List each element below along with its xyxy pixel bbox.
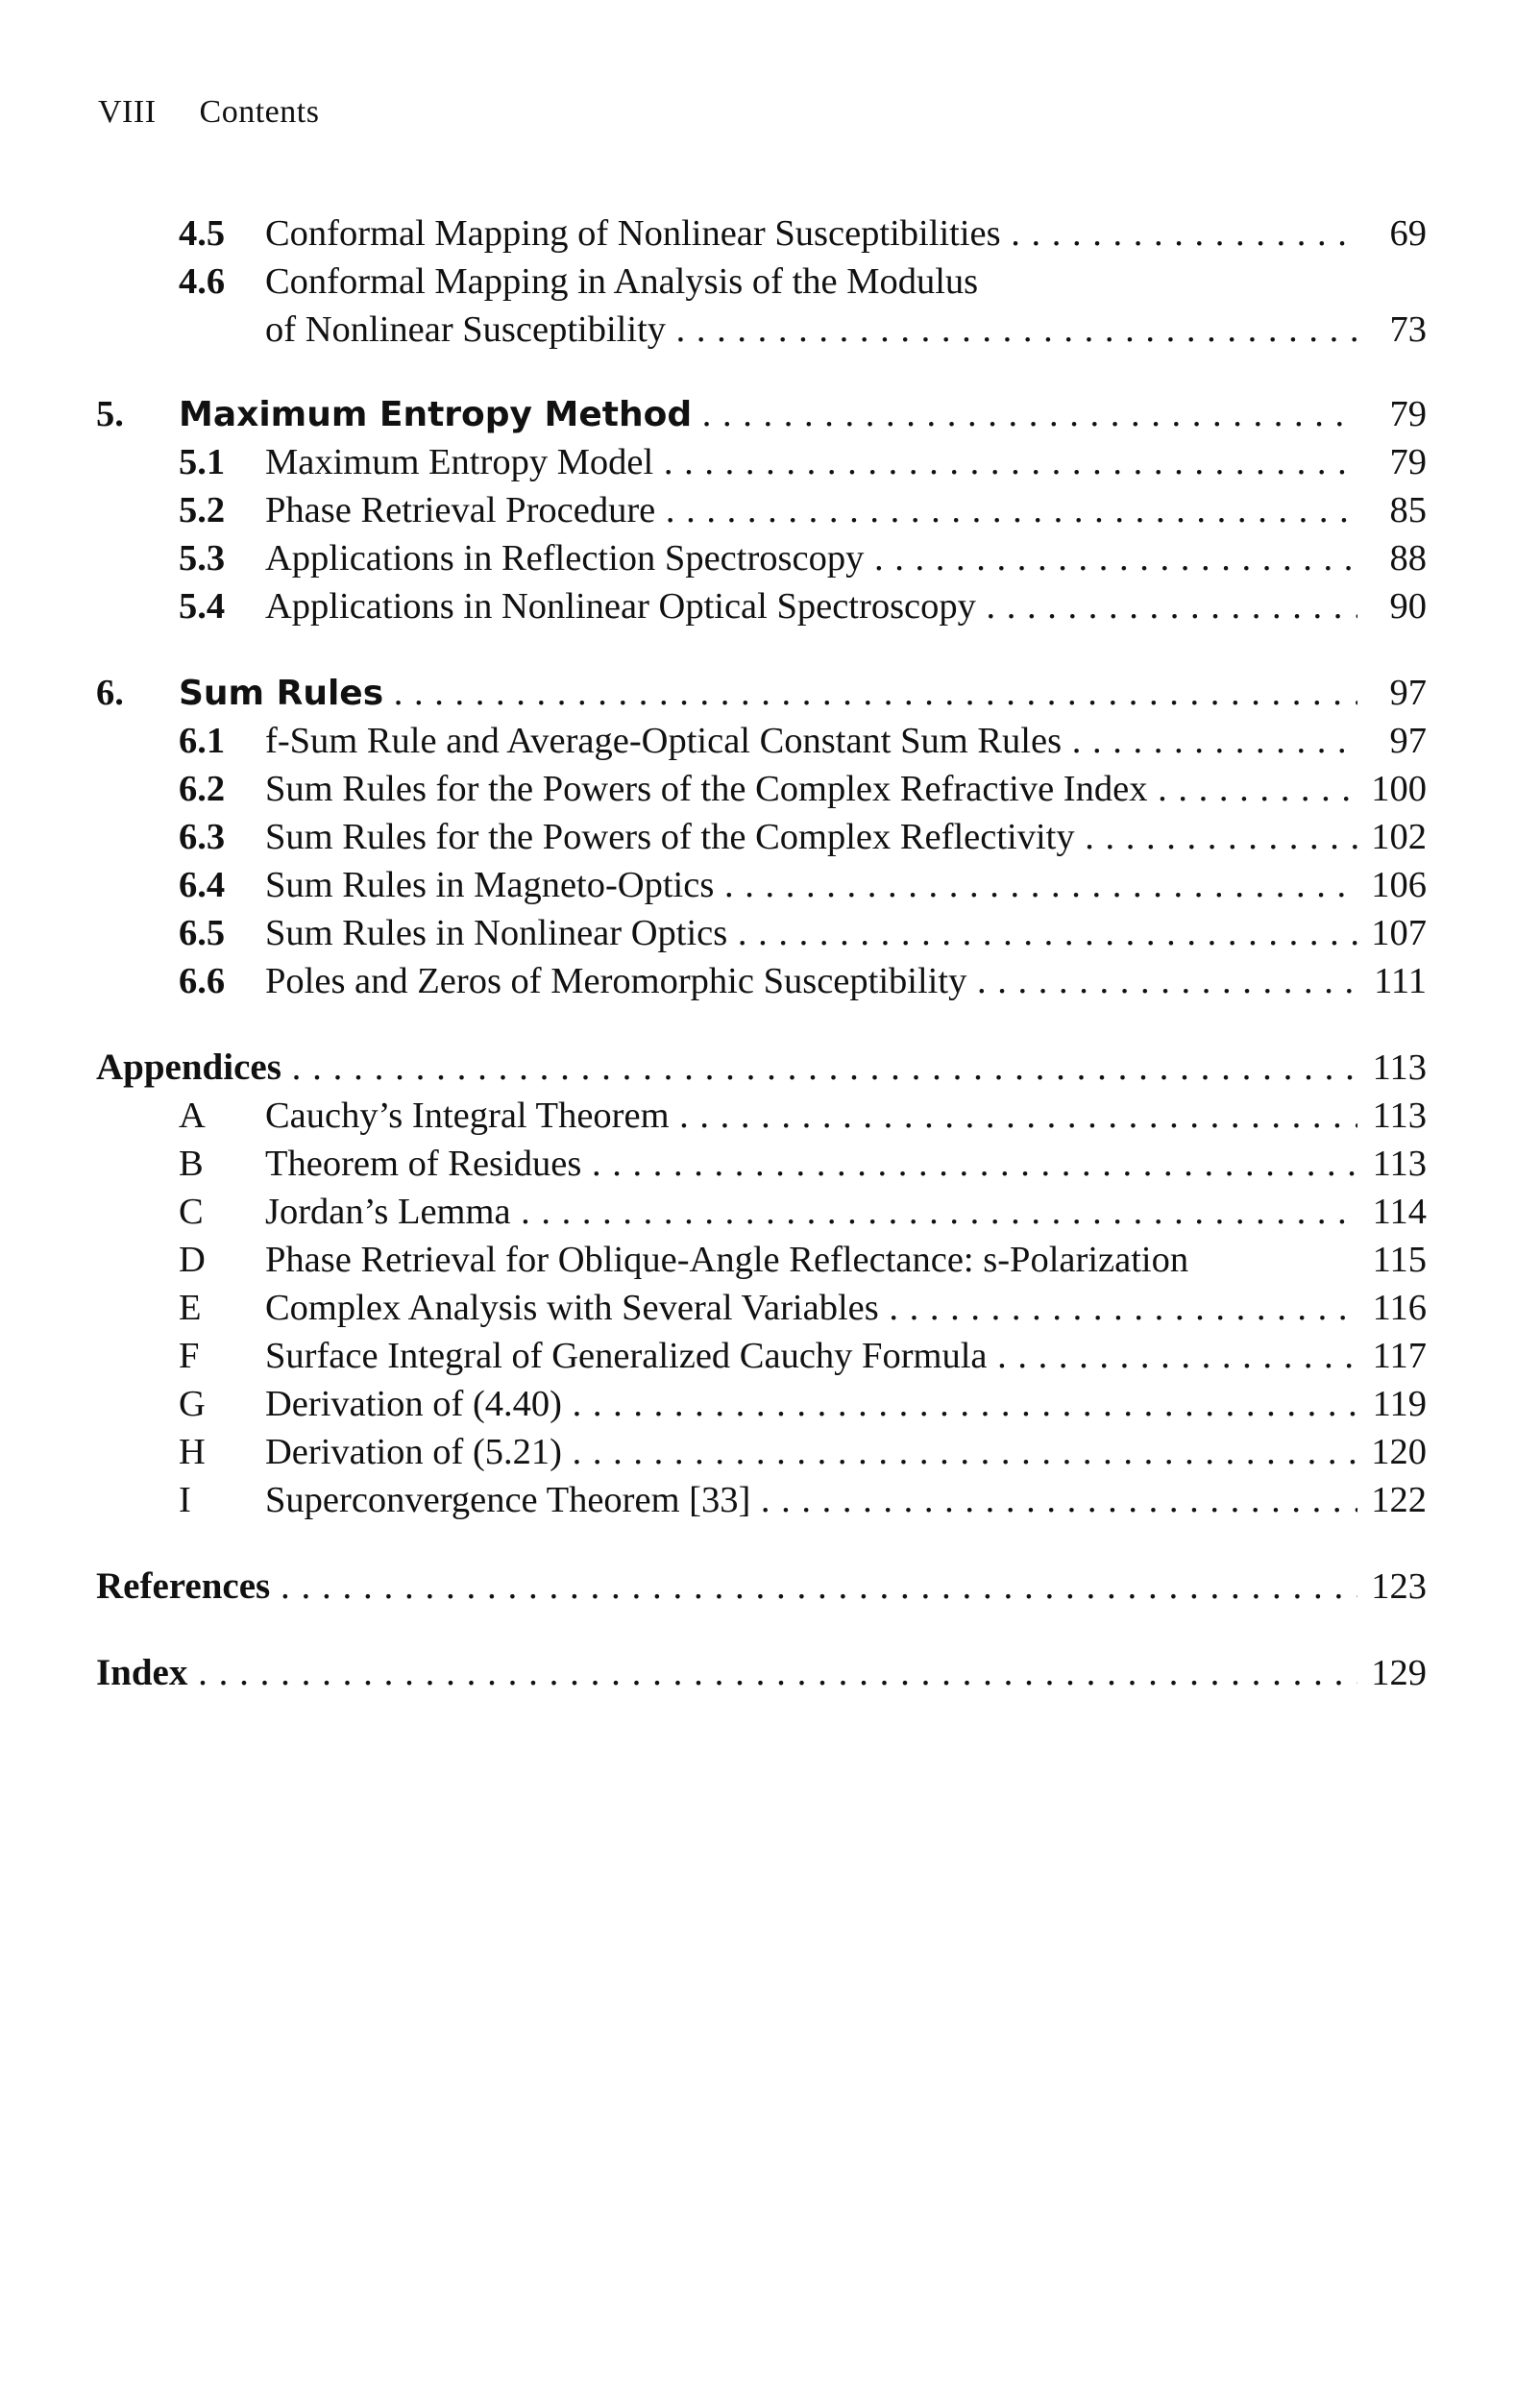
appendix-page: 119 [1372, 1384, 1427, 1424]
appendix-letter: D [179, 1240, 206, 1280]
entry-page: 97 [1389, 721, 1427, 761]
chapter-page: 97 [1389, 673, 1427, 713]
entry-number: 5.4 [179, 586, 226, 627]
entry-page: 90 [1389, 586, 1427, 627]
entry-title: Maximum Entropy Model . . . [265, 438, 1357, 486]
appendix-page: 113 [1372, 1144, 1427, 1184]
toc-entry-5-1[interactable] [96, 438, 1427, 486]
toc-entry-5-2[interactable] [96, 486, 1427, 534]
toc-entry-6-3[interactable] [96, 813, 1427, 861]
appendix-letter: F [179, 1336, 200, 1376]
toc-appendix-b[interactable] [96, 1140, 1427, 1188]
appendix-page: 116 [1372, 1288, 1427, 1328]
appendix-page: 115 [1372, 1240, 1427, 1280]
page-number: VIII [98, 94, 157, 130]
toc-appendix-c[interactable] [96, 1188, 1427, 1236]
entry-number: 6.2 [179, 769, 226, 809]
entry-number: 5.1 [179, 442, 226, 482]
appendix-letter: E [179, 1288, 202, 1328]
entry-number: 5.3 [179, 538, 226, 579]
appendices-page: 113 [1372, 1047, 1427, 1088]
toc-appendix-i[interactable] [96, 1476, 1427, 1524]
index-page: 129 [1371, 1653, 1427, 1693]
entry-number: 6.5 [179, 913, 226, 953]
toc-chapter-6[interactable] [96, 669, 1427, 717]
toc-entry-4-5[interactable] [96, 209, 1427, 258]
toc-entry-6-1[interactable] [96, 717, 1427, 765]
entry-title: Applications in Reflection Spectroscopy . . . [265, 534, 1357, 582]
toc-appendix-d[interactable] [96, 1236, 1427, 1284]
running-head [98, 94, 319, 131]
index-title: Index . . . [96, 1649, 1357, 1697]
toc-entry-4-6-continued[interactable] [96, 306, 1427, 354]
appendix-title: Derivation of (4.40) . . . [265, 1380, 1357, 1428]
entry-page: 69 [1389, 213, 1427, 254]
toc-entry-6-5[interactable] [96, 909, 1427, 957]
chapter-number: 6. [96, 673, 124, 713]
references-page: 123 [1371, 1566, 1427, 1607]
entry-page: 106 [1371, 865, 1427, 905]
appendix-page: 113 [1372, 1096, 1427, 1136]
appendix-page: 122 [1371, 1480, 1427, 1520]
entry-title: Sum Rules for the Powers of the Complex Refractive Index . . . [265, 765, 1357, 813]
entry-number: 6.1 [179, 721, 226, 761]
entry-page: 107 [1371, 913, 1427, 953]
appendix-title: Phase Retrieval for Oblique-Angle Reflectance: s-Polarization [265, 1240, 1189, 1280]
appendices-title: Appendices . . . [96, 1044, 1357, 1092]
entry-number: 4.5 [179, 213, 226, 254]
toc-appendix-g[interactable] [96, 1380, 1427, 1428]
toc-appendices[interactable] [96, 1044, 1427, 1092]
appendix-title: Derivation of (5.21) . . . [265, 1428, 1357, 1476]
entry-title: Conformal Mapping in Analysis of the Modulus [265, 261, 979, 302]
toc-entry-6-2[interactable] [96, 765, 1427, 813]
entry-title: Phase Retrieval Procedure . . . [265, 486, 1357, 534]
entry-number: 6.3 [179, 817, 226, 857]
entry-page: 73 [1389, 309, 1427, 350]
entry-page: 102 [1371, 817, 1427, 857]
entry-number: 5.2 [179, 490, 226, 530]
toc-entry-5-4[interactable] [96, 582, 1427, 630]
appendix-title: Superconvergence Theorem [33] . . . [265, 1476, 1357, 1524]
entry-title: Sum Rules in Magneto-Optics . . . [265, 861, 1357, 909]
appendix-page: 120 [1371, 1432, 1427, 1472]
entry-number: 6.4 [179, 865, 226, 905]
entry-page: 100 [1371, 769, 1427, 809]
table-of-contents [96, 209, 1427, 1697]
chapter-page: 79 [1389, 394, 1427, 434]
toc-appendix-h[interactable] [96, 1428, 1427, 1476]
appendix-title: Jordan’s Lemma . . . [265, 1188, 1357, 1236]
entry-page: 111 [1374, 961, 1427, 1001]
entry-number: 6.6 [179, 961, 226, 1001]
appendix-letter: I [179, 1480, 191, 1520]
entry-title-continued: of Nonlinear Susceptibility . . . [265, 306, 1357, 354]
appendix-page: 114 [1372, 1192, 1427, 1232]
chapter-title: Sum Rules . . . [179, 669, 1357, 718]
running-title: Contents [199, 94, 320, 130]
entry-number: 4.6 [179, 261, 226, 302]
entry-title: Conformal Mapping of Nonlinear Susceptibilities . . . [265, 209, 1357, 258]
toc-entry-6-6[interactable] [96, 957, 1427, 1005]
appendix-title: Complex Analysis with Several Variables . . . [265, 1284, 1357, 1332]
entry-title: f-Sum Rule and Average-Optical Constant Sum Rules . . . [265, 717, 1357, 765]
toc-index[interactable] [96, 1649, 1427, 1697]
chapter-number: 5. [96, 394, 124, 434]
toc-appendix-a[interactable] [96, 1092, 1427, 1140]
toc-chapter-5[interactable] [96, 390, 1427, 438]
appendix-page: 117 [1372, 1336, 1427, 1376]
appendix-letter: A [179, 1096, 206, 1136]
toc-references[interactable] [96, 1563, 1427, 1611]
entry-page: 88 [1389, 538, 1427, 579]
appendix-letter: H [179, 1432, 206, 1472]
toc-appendix-f[interactable] [96, 1332, 1427, 1380]
entry-title: Poles and Zeros of Meromorphic Susceptibility . . . [265, 957, 1357, 1005]
toc-appendix-e[interactable] [96, 1284, 1427, 1332]
entry-title: Sum Rules for the Powers of the Complex Reflectivity . . . [265, 813, 1357, 861]
appendix-title: Surface Integral of Generalized Cauchy Formula . . . [265, 1332, 1357, 1380]
toc-entry-5-3[interactable] [96, 534, 1427, 582]
references-title: References . . . [96, 1563, 1357, 1611]
entry-page: 85 [1389, 490, 1427, 530]
entry-title: Sum Rules in Nonlinear Optics . . . [265, 909, 1357, 957]
appendix-letter: C [179, 1192, 204, 1232]
toc-entry-6-4[interactable] [96, 861, 1427, 909]
chapter-title: Maximum Entropy Method . . . [179, 390, 1357, 439]
appendix-letter: G [179, 1384, 206, 1424]
toc-entry-4-6[interactable] [96, 258, 1427, 306]
appendix-title: Cauchy’s Integral Theorem . . . [265, 1092, 1357, 1140]
appendix-title: Theorem of Residues . . . [265, 1140, 1357, 1188]
entry-page: 79 [1389, 442, 1427, 482]
entry-title: Applications in Nonlinear Optical Spectroscopy . . . [265, 582, 1357, 630]
appendix-letter: B [179, 1144, 204, 1184]
